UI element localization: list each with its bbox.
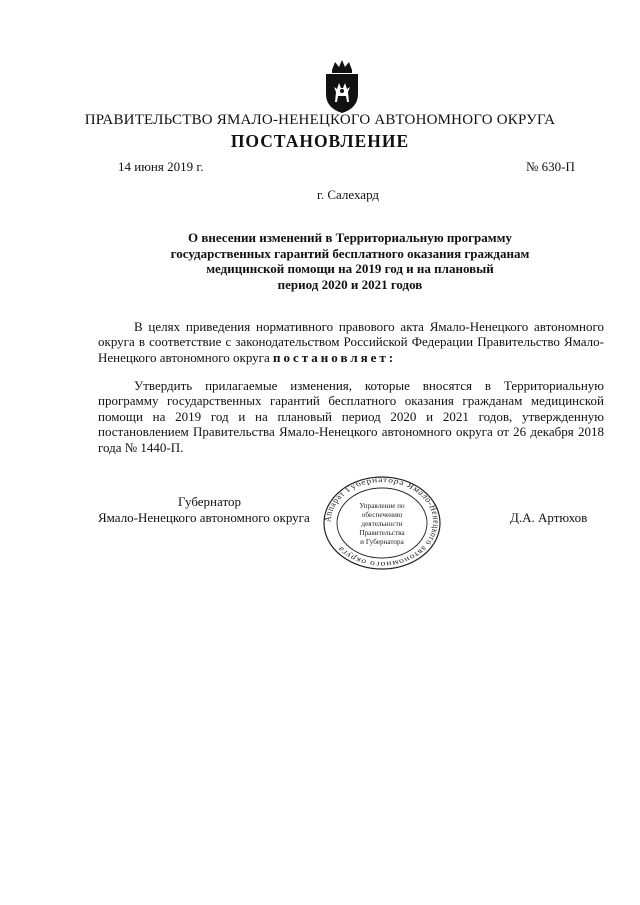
preamble-paragraph xyxy=(98,319,604,365)
seal-line: Правительства xyxy=(359,529,405,537)
title-line: период 2020 и 2021 годов xyxy=(277,276,423,292)
resolution-paragraph: Утвердить прилагаемые изменения, которые вносятся в Территориальную программу государственных гарантий бесплатного оказания гражданам медицинской помощи на 2019 год и на плановый период 2020 и 2021 годов, утвержденную постановлением Правительства Ямало-Ненецкого автономного округа от 26 декабря 2018 года № 1440-П. xyxy=(98,378,604,455)
document-number: № 630-П xyxy=(526,159,575,174)
document-title xyxy=(140,230,560,292)
seal-line: деятельности xyxy=(361,520,403,528)
coat-of-arms-icon xyxy=(320,58,364,114)
document-type: ПОСТАНОВЛЕНИЕ xyxy=(230,131,410,151)
organization-name: ПРАВИТЕЛЬСТВО ЯМАЛО-НЕНЕЦКОГО АВТОНОМНОГО ОКРУГА xyxy=(84,112,556,128)
signatory-region: Ямало-Ненецкого автономного округа xyxy=(98,510,310,525)
preamble-text: В целях приведения нормативного правового акта Ямало-Ненецкого автономного округа в соответствие с законодательством Российской Федерации Правительство Ямало-Ненецкого автономного округа xyxy=(98,319,604,365)
signatory-name: Д.А. Артюхов xyxy=(510,510,588,525)
official-seal-stamp xyxy=(318,474,446,572)
title-line: медицинской помощи на 2019 год и на плановый xyxy=(206,261,494,276)
seal-line: обеспечению xyxy=(361,511,403,519)
document-city: г. Салехард xyxy=(316,187,380,202)
seal-line: и Губернатора xyxy=(360,538,404,546)
signatory-title: Губернатор xyxy=(178,494,241,509)
title-line: государственных гарантий бесплатного оказания гражданам xyxy=(170,245,530,261)
document-date: 14 июня 2019 г. xyxy=(118,159,204,174)
title-line: О внесении изменений в Территориальную программу xyxy=(188,230,512,245)
resolution-keyword: постановляет: xyxy=(273,349,397,365)
seal-line: Управление по xyxy=(359,502,405,510)
seal-ring-text: Аппарат Губернатора Ямало-Ненецкого автономного округа xyxy=(321,475,443,569)
